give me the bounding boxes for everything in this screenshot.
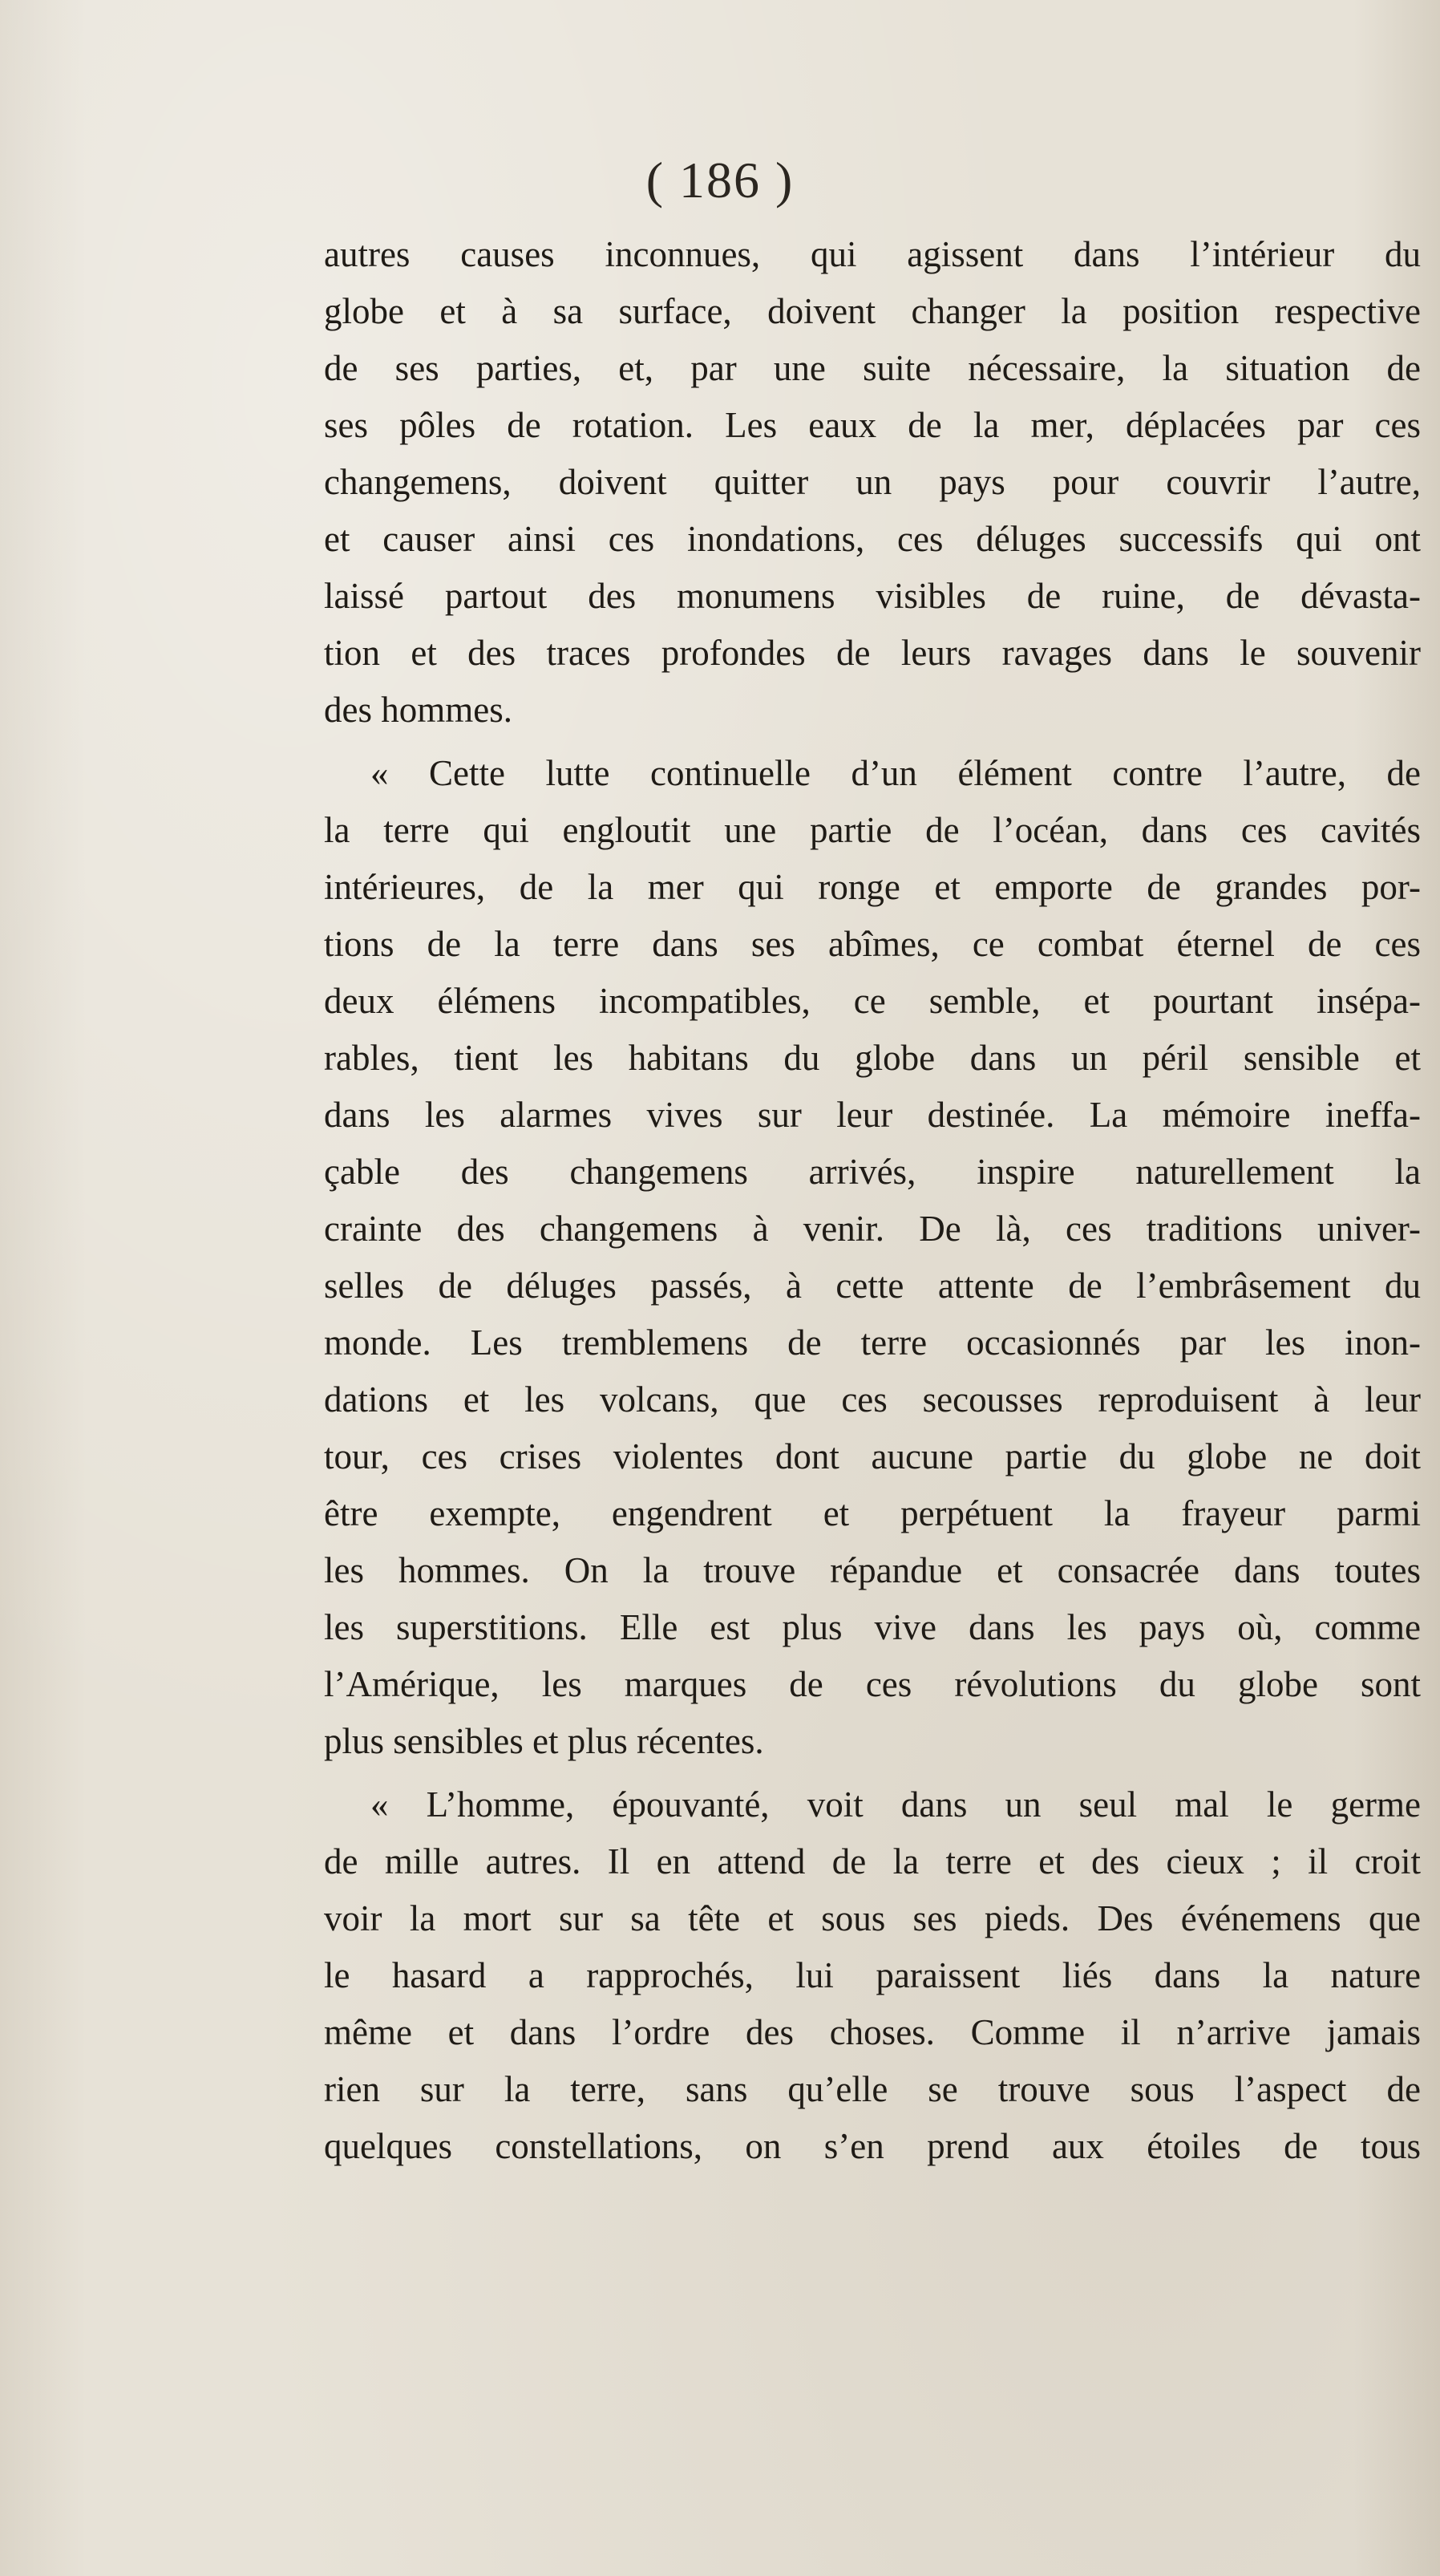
text-line: même et dans l’ordre des choses. Comme il n’arrive jamais [324, 2012, 1421, 2052]
text-line: et causer ainsi ces inondations, ces déluges successifs qui ont [324, 519, 1421, 559]
text-line: tions de la terre dans ses abîmes, ce combat éternel de ces [324, 924, 1421, 964]
text-line: dations et les volcans, que ces secousses reproduisent à leur [324, 1379, 1421, 1420]
text-line: globe et à sa surface, doivent changer la position respective [324, 291, 1421, 331]
text-line: les hommes. On la trouve répandue et consacrée dans toutes [324, 1550, 1421, 1590]
text-line: quelques constellations, on s’en prend aux étoiles de tous [324, 2126, 1421, 2166]
text-line: crainte des changemens à venir. De là, ces traditions univer- [324, 1209, 1421, 1249]
text-line: voir la mort sur sa tête et sous ses pieds. Des événemens que [324, 1898, 1421, 1938]
text-line: le hasard a rapprochés, lui paraissent liés dans la nature [324, 1955, 1421, 1995]
text-line: intérieures, de la mer qui ronge et emporte de grandes por- [324, 867, 1421, 907]
text-line: de mille autres. Il en attend de la terre et des cieux ; il croit [324, 1841, 1421, 1881]
text-line: autres causes inconnues, qui agissent dans l’intérieur du [324, 234, 1421, 274]
text-line: être exempte, engendrent et perpétuent la frayeur parmi [324, 1493, 1421, 1533]
page-number: ( 186 ) [645, 152, 795, 209]
paragraph-2 [324, 745, 1421, 1770]
text-line: dans les alarmes vives sur leur destinée. La mémoire ineffa- [324, 1095, 1421, 1135]
text-line: deux élémens incompatibles, ce semble, et pourtant insépa- [324, 981, 1421, 1021]
text-line: des hommes. [324, 690, 512, 730]
text-line: tion et des traces profondes de leurs ravages dans le souvenir [324, 633, 1421, 673]
text-line: « L’homme, épouvanté, voit dans un seul mal le germe [370, 1784, 1421, 1825]
paragraph-3 [324, 1776, 1421, 2175]
text-line: tour, ces crises violentes dont aucune partie du globe ne doit [324, 1436, 1421, 1476]
text-line: l’Amérique, les marques de ces révolutions du globe sont [324, 1664, 1421, 1704]
text-line: rien sur la terre, sans qu’elle se trouve sous l’aspect de [324, 2069, 1421, 2109]
body-text [324, 226, 1421, 2175]
text-line: plus sensibles et plus récentes. [324, 1721, 764, 1761]
text-line: « Cette lutte continuelle d’un élément contre l’autre, de [370, 753, 1421, 793]
text-line: rables, tient les habitans du globe dans un péril sensible et [324, 1038, 1421, 1078]
text-line: changemens, doivent quitter un pays pour couvrir l’autre, [324, 462, 1421, 502]
text-line: laissé partout des monumens visibles de ruine, de dévasta- [324, 576, 1421, 616]
text-line: monde. Les tremblemens de terre occasionnés par les inon- [324, 1322, 1421, 1363]
text-line: les superstitions. Elle est plus vive dans les pays où, comme [324, 1607, 1421, 1647]
text-line: la terre qui engloutit une partie de l’océan, dans ces cavités [324, 810, 1421, 850]
text-line: ses pôles de rotation. Les eaux de la mer, déplacées par ces [324, 405, 1421, 445]
text-line: selles de déluges passés, à cette attente de l’embrâsement du [324, 1266, 1421, 1306]
text-line: çable des changemens arrivés, inspire naturellement la [324, 1152, 1421, 1192]
paragraph-1 [324, 226, 1421, 739]
text-line: de ses parties, et, par une suite nécessaire, la situation de [324, 348, 1421, 388]
